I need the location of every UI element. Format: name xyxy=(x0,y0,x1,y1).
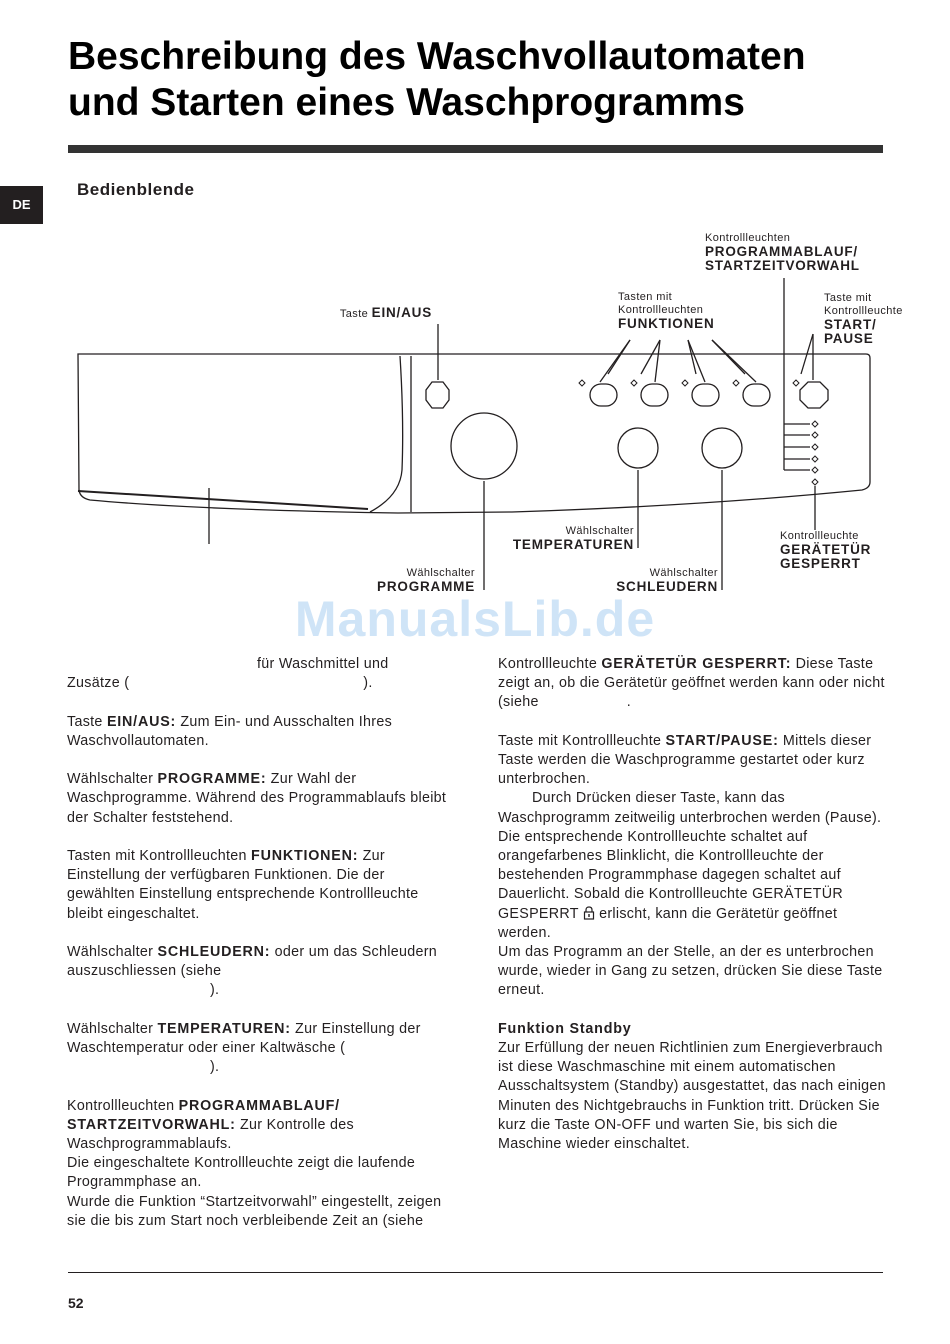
paragraph-geraetetuer: Kontrollleuchte GERÄTETÜR GESPERRT: Diese Taste zeigt an, ob die Gerätetür geöffnet werden kann oder nicht (siehe . xyxy=(498,656,885,711)
led-phase-2 xyxy=(812,432,818,438)
temperature-knob xyxy=(618,428,658,468)
page-number: 52 xyxy=(68,1295,84,1311)
language-tab: DE xyxy=(0,186,43,224)
paragraph-temperaturen: Wählschalter TEMPERATUREN: Zur Einstellung der Waschtemperatur oder einer Kaltwäsche ( ). xyxy=(67,1020,421,1076)
led-start-pause xyxy=(793,380,799,386)
lock-icon xyxy=(583,906,595,920)
function-button-4 xyxy=(743,384,770,406)
led-function-1 xyxy=(579,380,585,386)
standby-heading: Funktion Standby xyxy=(498,1020,632,1037)
led-phase-3 xyxy=(812,444,818,450)
label-ein-aus: Taste EIN/AUS xyxy=(339,305,432,320)
page-title-line-2: und Starten eines Waschprogramms xyxy=(68,81,745,124)
label-temperaturen: Wählschalter TEMPERATUREN xyxy=(512,525,634,552)
paragraph-start-pause: Taste mit Kontrollleuchte START/PAUSE: Mittels dieser Taste werden die Waschprogramme gestartet oder kurz unterbrochen. Durch Drücken dieser Taste, kann das Waschprogramm zeitweilig unterbrochen werden (Pause). Die entsprechende Kontrollleuchte schaltet auf orangefarbenes Blinklicht, die Kontrollleuchte der bestehenden Programmphase dagegen schaltet auf Dauerlicht. Sobald die Kontrollleuchte GERÄTETÜR GESPERRT erlischt, kann die Gerätetür geöffnet werden. Um das Programm an der Stelle, an der es unterbrochen wurde, wieder in Gang zu setzen, drücken Sie diese Taste erneut. xyxy=(498,732,883,999)
label-programmablauf: Kontrollleuchten PROGRAMMABLAUF/ STARTZEITVORWAHL xyxy=(705,232,860,273)
ein-aus-button xyxy=(426,382,449,408)
label-schleudern: Wählschalter SCHLEUDERN xyxy=(616,567,718,594)
paragraph-zusaetze: für Waschmittel und Zusätze ( ). xyxy=(67,656,389,692)
led-phase-5 xyxy=(812,467,818,473)
programme-knob xyxy=(451,413,517,479)
function-button-3 xyxy=(692,384,719,406)
paragraph-funktionen: Tasten mit Kontrollleuchten FUNKTIONEN: Zur Einstellung der verfügbaren Funktionen. Die der gewählten Einstellung entsprechende Kontrollleuchte bleibt eingeschaltet. xyxy=(67,847,419,922)
start-pause-button xyxy=(800,382,828,408)
page-title-line-1: Beschreibung des Waschvollautomaten xyxy=(68,35,806,78)
label-geraetetuer: Kontrollleuchte GERÄTETÜR GESPERRT xyxy=(780,530,872,571)
watermark: ManualsLib.de xyxy=(294,591,656,647)
paragraph-ein-aus: Taste EIN/AUS: Zum Ein- und Ausschalten Ihres Waschvollautomaten. xyxy=(67,713,393,749)
paragraph-programme: Wählschalter PROGRAMME: Zur Wahl der Waschprogramme. Während des Programmablaufs bleibt der Schalter feststehend. xyxy=(67,771,447,826)
led-function-2 xyxy=(631,380,637,386)
led-function-3 xyxy=(682,380,688,386)
panel-divider-curve xyxy=(370,356,403,512)
led-door-lock xyxy=(812,479,818,485)
paragraph-programmablauf: Kontrollleuchten PROGRAMMABLAUF/ STARTZEITVORWAHL: Zur Kontrolle des Waschprogrammablaufs. Die eingeschaltete Kontrollleuchte zeigt die laufende Programmphase an. Wurde die Funktion “Startzeitvorwahl” eingestellt, zeigen sie die bis zum Start noch verbleibende Zeit an (siehe xyxy=(67,1097,442,1229)
led-phase-1 xyxy=(812,421,818,427)
function-button-1 xyxy=(590,384,617,406)
right-column xyxy=(498,655,886,1173)
label-programme: Wählschalter PROGRAMME xyxy=(377,567,475,594)
function-button-2 xyxy=(641,384,668,406)
footer-rule xyxy=(68,1272,883,1273)
spin-knob xyxy=(702,428,742,468)
led-phase-4 xyxy=(812,456,818,462)
paragraph-schleudern: Wählschalter SCHLEUDERN: oder um das Schleudern auszuschliessen (siehe ). xyxy=(67,943,438,999)
left-column xyxy=(67,655,452,1250)
led-function-4 xyxy=(733,380,739,386)
label-funktionen: Tasten mit Kontrollleuchten FUNKTIONEN xyxy=(618,291,715,331)
label-start-pause: Taste mit Kontrollleuchte START/ PAUSE xyxy=(824,292,903,346)
panel-front-edge xyxy=(78,491,368,509)
paragraph-standby: Funktion Standby Zur Erfüllung der neuen Richtlinien zum Energieverbrauch ist diese Waschmaschine mit einem automatischen Ausschaltsystem (Standby) ausgestattet, das nach einigen Minuten des Nichtgebrauchs in Funktion tritt. Drücken Sie kurz die Taste ON-OFF und warten Sie, bis sich die Maschine wieder einschaltet. xyxy=(498,1020,886,1153)
section-heading: Bedienblende xyxy=(77,180,195,199)
